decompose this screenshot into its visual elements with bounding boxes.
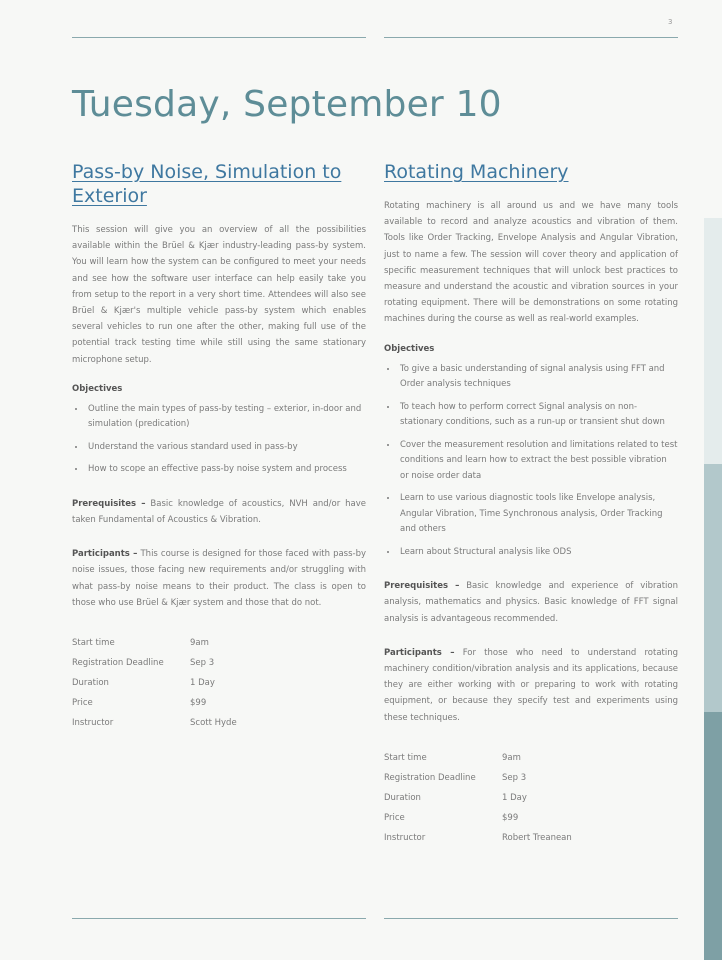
detail-row <box>384 768 572 788</box>
objectives-heading: Objectives <box>384 343 435 354</box>
detail-label: Duration <box>72 678 109 689</box>
detail-value: $99 <box>502 812 519 823</box>
detail-label: Instructor <box>384 832 426 843</box>
objectives-list <box>72 402 366 478</box>
detail-label: Duration <box>384 792 421 803</box>
session-rotating-machinery <box>384 160 678 848</box>
participants-label: Participants – <box>384 647 455 658</box>
session-pass-by-noise <box>72 160 366 733</box>
prerequisites <box>72 496 366 528</box>
objective-item: • Outline the main types of pass-by testing – exterior, in-door and simulation (predication) <box>86 402 366 433</box>
detail-row <box>384 828 572 848</box>
detail-row <box>72 633 237 653</box>
detail-row <box>384 808 572 828</box>
detail-label: Registration Deadline <box>72 658 164 669</box>
detail-row <box>384 748 572 768</box>
bottom-rule-left <box>72 918 366 919</box>
sidebar-band-light <box>704 218 722 464</box>
sidebar-band-dark <box>704 712 722 960</box>
detail-label: Instructor <box>72 718 114 729</box>
participants <box>384 645 678 726</box>
top-rule-right <box>384 37 678 38</box>
session-title: Pass-by Noise, Simulation to Exterior <box>72 161 342 207</box>
participants-label: Participants – <box>72 549 138 560</box>
detail-row <box>384 788 572 808</box>
objective-item: • Cover the measurement resolution and limitations related to test conditions and learn how to extract the best possible vibration or noise order data <box>398 438 678 485</box>
prerequisites <box>384 578 678 627</box>
page-number: 3 <box>668 18 673 26</box>
prerequisites-text: Basic knowledge of acoustics, NVH and/or have taken Fundamental of Acoustics & Vibration. <box>72 498 367 526</box>
bottom-rule-right <box>384 918 678 919</box>
detail-label: Start time <box>384 752 427 763</box>
objective-item: • Understand the various standard used in pass-by <box>86 440 366 456</box>
objective-item: • Learn to use various diagnostic tools like Envelope analysis, Angular Vibration, Time Synchronous analysis, Order Tracking and others <box>398 491 678 538</box>
top-rule-left <box>72 37 366 38</box>
detail-value: Robert Treanean <box>502 832 572 843</box>
session-details <box>72 633 237 733</box>
objective-item: • To teach how to perform correct Signal analysis on non-stationary conditions, such as a run-up or transient shut down <box>398 400 678 431</box>
detail-value: Sep 3 <box>190 658 215 669</box>
participants <box>72 546 366 611</box>
detail-value: 1 Day <box>190 678 215 689</box>
session-description: Rotating machinery is all around us and we have many tools available to record and analyze acoustics and vibration of them. Tools like Order Tracking, Envelope Analysis and Angular Vibration, just to name a few. The session will cover theory and application of specific measurement techniques that will unlock best practices to measure and understand the acoustic and vibration sources in your rotating equipment. There will be demonstrations on some rotating machines during the course as well as real-world examples. <box>384 201 678 325</box>
detail-row <box>72 673 237 693</box>
participants-text: This course is designed for those faced with pass-by noise issues, those facing new requirements and/or struggling with what pass-by noise means to their product. The class is open to those who use Brüel & Kjær system and those that do not. <box>72 549 367 608</box>
objectives-list <box>384 362 678 561</box>
detail-row <box>72 713 237 733</box>
objective-item: • How to scope an effective pass-by noise system and process <box>86 462 366 478</box>
objectives-heading: Objectives <box>72 383 123 394</box>
participants-text: For those who need to understand rotating machinery condition/vibration analysis and its applications, because they are either working with or preparing to work with rotating equipment, or because they specify test and experiments using these techniques. <box>384 647 679 723</box>
page-title: Tuesday, September 10 <box>72 84 502 125</box>
detail-label: Price <box>72 698 93 709</box>
session-title: Rotating Machinery <box>384 161 569 183</box>
detail-value: Sep 3 <box>502 772 527 783</box>
detail-value: 9am <box>190 638 209 649</box>
detail-value: 1 Day <box>502 792 527 803</box>
detail-label: Registration Deadline <box>384 772 476 783</box>
detail-row <box>72 653 237 673</box>
prerequisites-label: Prerequisites – <box>72 498 146 509</box>
prerequisites-label: Prerequisites – <box>384 581 460 592</box>
prerequisites-text: Basic knowledge and experience of vibration analysis, mathematics and physics. Basic knowledge of FFT signal analysis is advantageous recommended. <box>384 581 678 624</box>
session-description: This session will give you an overview of all the possibilities available within the Brüel & Kjær industry-leading pass-by system. You will learn how the system can be configured to meet your needs and see how the software user interface can help easily take you from setup to the report in a very short time. Attendees will also see Brüel & Kjær's multiple vehicle pass-by system which enables several vehicles to run one after the other, making full use of the potential track testing time while still using the same stationary microphone setup. <box>72 225 366 365</box>
detail-value: 9am <box>502 752 521 763</box>
detail-label: Price <box>384 812 405 823</box>
detail-label: Start time <box>72 638 115 649</box>
detail-value: Scott Hyde <box>190 718 237 729</box>
session-details <box>384 748 572 848</box>
detail-value: $99 <box>190 698 207 709</box>
objective-item: • To give a basic understanding of signal analysis using FFT and Order analysis techniques <box>398 362 678 393</box>
objective-item: • Learn about Structural analysis like ODS <box>398 545 678 561</box>
detail-row <box>72 693 237 713</box>
sidebar-band-mid <box>704 464 722 712</box>
